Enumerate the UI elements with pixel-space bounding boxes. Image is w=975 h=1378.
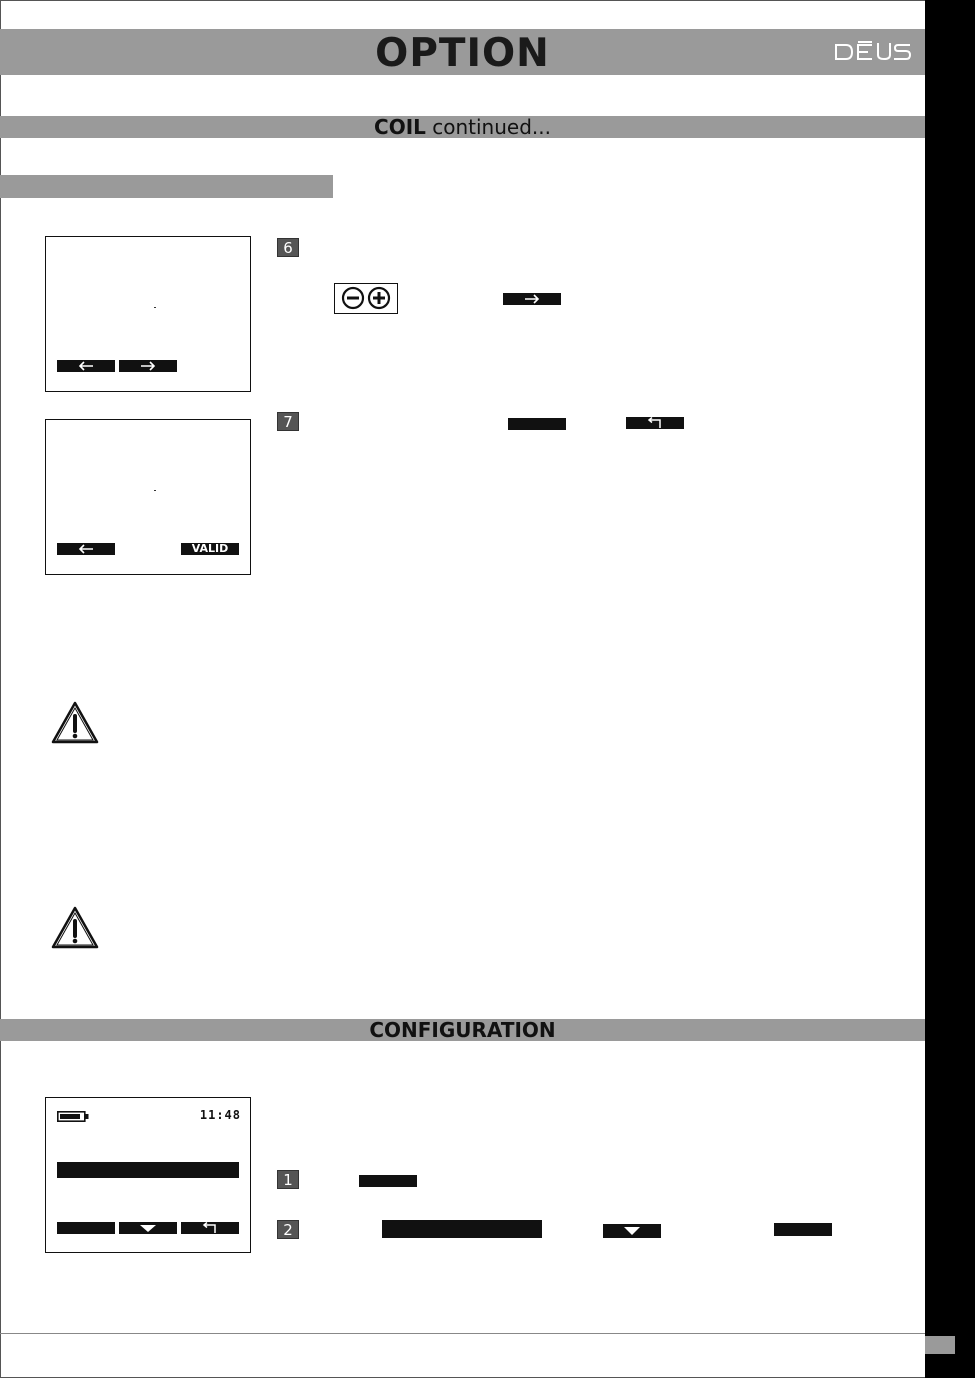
- step-7-badge: 7: [277, 412, 299, 431]
- screen-c-down-button[interactable]: [119, 1222, 177, 1234]
- arrow-left-icon: [76, 360, 96, 372]
- minus-plus-buttons[interactable]: [334, 283, 398, 314]
- screen-c-blank-button[interactable]: [57, 1222, 115, 1234]
- chevron-down-icon: [617, 1224, 647, 1238]
- display-screen-a: [45, 236, 251, 392]
- coil-section-title: [0, 116, 925, 138]
- deus-logo: [834, 41, 914, 63]
- page-title: OPTION: [375, 31, 550, 76]
- config-step-2-badge: 2: [277, 1220, 299, 1239]
- screen-a-cursor: [154, 307, 156, 308]
- subsection-band: [0, 175, 333, 198]
- display-screen-c: [45, 1097, 251, 1253]
- warning-icon: [50, 905, 100, 951]
- return-icon: [645, 417, 665, 429]
- configuration-section-title: CONFIGURATION: [369, 1018, 556, 1042]
- step-6-badge: 6: [277, 238, 299, 257]
- screen-b-left-button[interactable]: [57, 543, 115, 555]
- warning-icon: [50, 700, 100, 746]
- config-step-1-badge: 1: [277, 1170, 299, 1189]
- footer-rule: [0, 1333, 925, 1334]
- page-edge-tab: [925, 1336, 955, 1354]
- minus-plus-icon: [335, 284, 396, 312]
- inline-return-button: [626, 417, 684, 429]
- config-step-2-down-button: [603, 1224, 661, 1238]
- chevron-down-icon: [133, 1222, 163, 1234]
- config-step-2-selected-row: [382, 1220, 542, 1238]
- inline-blank-button: [508, 418, 566, 430]
- title-band: [0, 29, 925, 75]
- inline-right-button: [503, 293, 561, 305]
- config-step-1-button: [359, 1175, 417, 1187]
- screen-a-right-button[interactable]: [119, 360, 177, 372]
- page-edge-bar: [925, 0, 975, 1378]
- coil-title-rest: continued...: [425, 115, 551, 139]
- battery-icon: [57, 1111, 89, 1122]
- arrow-right-icon: [522, 293, 542, 305]
- config-step-2-blank-button: [774, 1223, 832, 1236]
- screen-c-return-button[interactable]: [181, 1222, 239, 1234]
- coil-title-bold: COIL: [374, 115, 426, 139]
- arrow-right-icon: [138, 360, 158, 372]
- return-icon: [200, 1222, 220, 1234]
- configuration-section-band: [0, 1019, 925, 1041]
- selected-menu-row[interactable]: [57, 1162, 239, 1178]
- valid-button[interactable]: VALID: [181, 543, 239, 555]
- arrow-left-icon: [76, 543, 96, 555]
- screen-a-left-button[interactable]: [57, 360, 115, 372]
- display-screen-b: [45, 419, 251, 575]
- screen-b-cursor: [154, 490, 156, 491]
- clock-time: 11:48: [199, 1108, 241, 1122]
- coil-section-band: [0, 116, 925, 138]
